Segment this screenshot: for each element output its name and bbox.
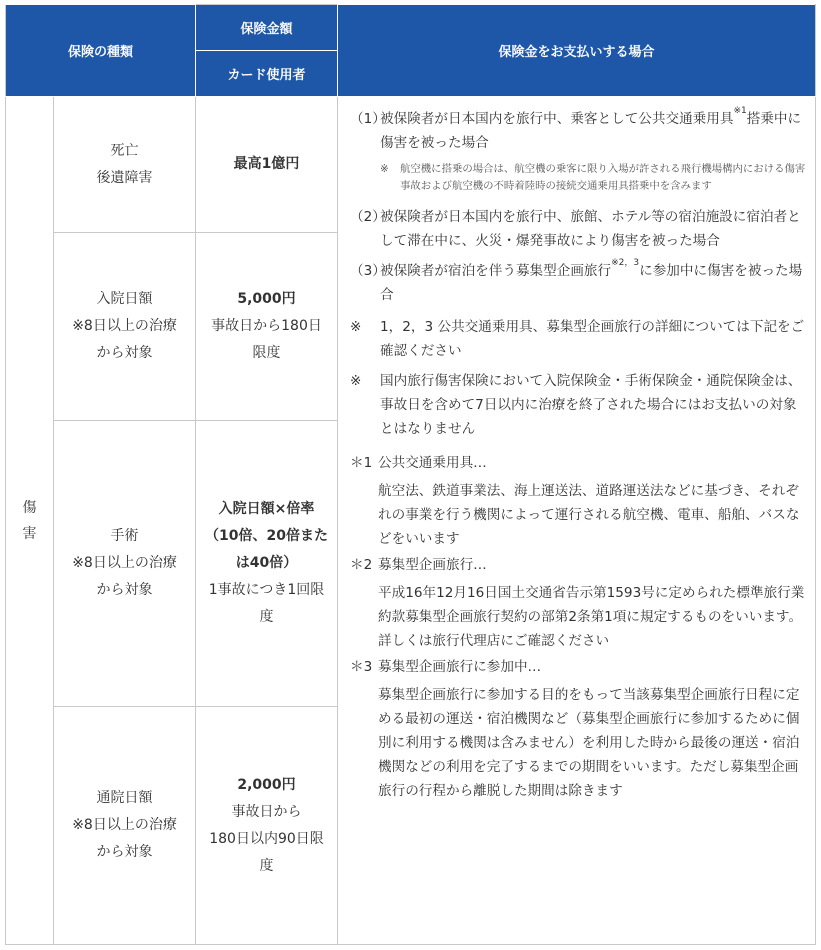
note-details: ※ 1，2，3 公共交通乗用具、募集型企画旅行の詳細については下記をご確認ください: [350, 319, 805, 359]
type-outpatient: 通院日額 ※8日以上の治療 から対象: [54, 707, 196, 945]
footnote-3-body: 募集型企画旅行に参加する目的をもって当該募集型企画旅行日程に定める最初の運送・宿泊機関など（募集型企画旅行に参加するために個別に利用する機関は含みません）を利用した時から最後の運送・宿泊機関などの利用を完了するまでの期間をいいます。ただし募集型企画旅行の行程から離脱した期間は除きます: [378, 687, 800, 799]
header-card-user: カード使用者: [196, 51, 338, 97]
type-hospitalization: 入院日額 ※8日以上の治療 から対象: [54, 233, 196, 421]
footnote-1-body: 航空法、鉄道事業法、海上運送法、道路運送法などに基づき、それぞれの事業を行う機関によって運行される航空機、電車、船舶、バスなどをいいます: [378, 483, 800, 547]
condition-item-3: （3） 被保険者が宿泊を伴う募集型企画旅行$^{※2,3}$に参加中に傷害を被った場合: [350, 258, 803, 303]
header-insurance-type: 保険の種類: [6, 5, 196, 97]
note-hospital-payment: ※ 国内旅行傷害保険において入院保険金・手術保険金・通院保険金は、事故日を含めて7日以内に治療を終了された場合にはお支払いの対象とはなりません: [350, 373, 802, 437]
footnote-2-body: 平成16年12月16日国土交通省告示第1593号に定められた標準旅行業約款募集型企画旅行契約の部第2条第1項に規定するものをいいます。詳しくは旅行代理店にご確認ください: [378, 585, 805, 649]
condition-item-1: （1） 被保険者が日本国内を旅行中、乗客として公共交通乗用具$^{※1}$搭乗中に傷害を被った場合: [350, 106, 802, 151]
amount-surgery: 入院日額×倍率 （10倍、20倍また は40倍） 1事故につき1回限 度: [196, 421, 338, 707]
insurance-table: [5, 4, 816, 945]
footnote-1: ＊1 公共交通乗用具…: [350, 455, 487, 471]
footnote-3: ＊3 募集型企画旅行に参加中…: [350, 659, 542, 675]
category-injury: [6, 97, 54, 945]
footnote-2: ＊2 募集型企画旅行…: [350, 557, 487, 573]
amount-hospitalization: 5,000円 事故日から180日 限度: [196, 233, 338, 421]
aircraft-note: ※ 航空機に搭乗の場合は、航空機の乗客に限り入場が許される飛行機場構内における傷害事故および航空機の不時着陸時の接続交通乗用具搭乗中を含みます: [380, 163, 806, 192]
header-payment-conditions: 保険金をお支払いする場合: [338, 5, 816, 97]
payment-conditions: [338, 97, 816, 945]
type-surgery: 手術 ※8日以上の治療 から対象: [54, 421, 196, 707]
condition-item-2: （2） 被保険者が日本国内を旅行中、旅館、ホテル等の宿泊施設に宿泊者として滞在中に、火災・爆発事故により傷害を被った場合: [350, 209, 801, 249]
amount-death: 最高1億円: [196, 97, 338, 233]
header-insurance-amount: 保険金額: [196, 5, 338, 51]
type-death: 死亡 後遺障害: [54, 97, 196, 233]
category-injury-text: 傷 害: [22, 499, 37, 542]
amount-outpatient: 2,000円 事故日から 180日以内90日限 度: [196, 707, 338, 945]
